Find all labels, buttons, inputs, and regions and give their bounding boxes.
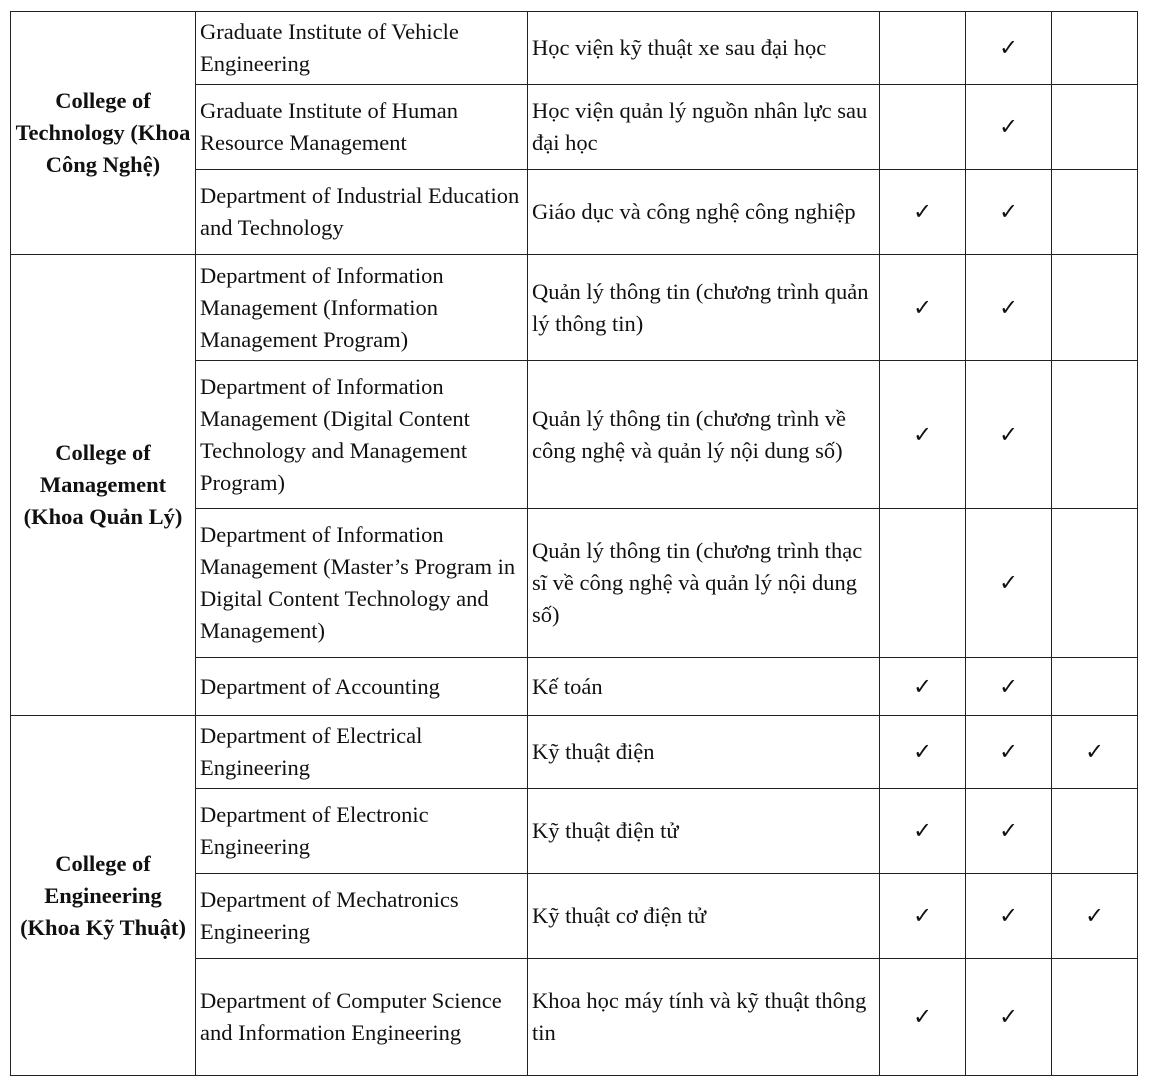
check-icon: ✓ — [913, 294, 932, 321]
check-cell — [880, 12, 966, 85]
department-name-vi: Quản lý thông tin (chương trình quản lý thông tin) — [528, 255, 880, 361]
check-icon: ✓ — [999, 421, 1018, 448]
check-cell — [880, 170, 966, 255]
check-cell — [966, 170, 1052, 255]
check-cell — [880, 658, 966, 716]
check-cell — [880, 959, 966, 1076]
department-name-en: Department of Information Management (Information Management Program) — [196, 255, 528, 361]
college-cell: College of Engineering (Khoa Kỹ Thuật) — [11, 716, 196, 1076]
department-name-vi: Kế toán — [528, 658, 880, 716]
check-cell — [880, 255, 966, 361]
check-cell — [880, 716, 966, 789]
department-name-vi: Quản lý thông tin (chương trình về công nghệ và quản lý nội dung số) — [528, 361, 880, 509]
department-name-en: Department of Industrial Education and Technology — [196, 170, 528, 255]
check-cell — [966, 658, 1052, 716]
check-cell — [966, 361, 1052, 509]
check-cell — [1052, 255, 1138, 361]
programs-table — [10, 11, 1138, 1076]
check-icon: ✓ — [999, 1004, 1018, 1030]
programs-table-body — [11, 12, 1138, 1076]
check-cell — [1052, 874, 1138, 959]
check-cell — [1052, 361, 1138, 509]
table-row — [11, 12, 1138, 85]
check-icon: ✓ — [999, 739, 1018, 765]
check-icon: ✓ — [913, 818, 932, 844]
department-name-vi: Học viện quản lý nguồn nhân lực sau đại học — [528, 85, 880, 170]
check-icon: ✓ — [913, 199, 932, 225]
department-name-vi: Khoa học máy tính và kỹ thuật thông tin — [528, 959, 880, 1076]
college-cell: College of Technology (Khoa Công Nghệ) — [11, 12, 196, 255]
check-icon: ✓ — [999, 818, 1018, 844]
check-cell — [966, 12, 1052, 85]
department-name-en: Department of Computer Science and Information Engineering — [196, 959, 528, 1076]
table-row — [11, 716, 1138, 789]
check-cell — [880, 361, 966, 509]
check-icon: ✓ — [913, 1004, 932, 1030]
check-icon: ✓ — [999, 199, 1018, 225]
check-cell — [1052, 509, 1138, 658]
check-cell — [880, 789, 966, 874]
department-name-vi: Kỹ thuật điện tử — [528, 789, 880, 874]
check-icon: ✓ — [913, 673, 932, 700]
check-icon: ✓ — [999, 294, 1018, 321]
department-name-en: Department of Mechatronics Engineering — [196, 874, 528, 959]
check-cell — [966, 789, 1052, 874]
department-name-vi: Kỹ thuật điện — [528, 716, 880, 789]
check-cell — [966, 509, 1052, 658]
check-cell — [966, 716, 1052, 789]
check-icon: ✓ — [1085, 739, 1104, 765]
department-name-vi: Học viện kỹ thuật xe sau đại học — [528, 12, 880, 85]
check-icon: ✓ — [913, 739, 932, 765]
check-cell — [1052, 170, 1138, 255]
check-icon: ✓ — [999, 903, 1018, 929]
check-icon: ✓ — [1085, 903, 1104, 929]
check-cell — [966, 85, 1052, 170]
check-cell — [1052, 658, 1138, 716]
department-name-en: Department of Electrical Engineering — [196, 716, 528, 789]
check-icon: ✓ — [913, 903, 932, 929]
check-cell — [880, 85, 966, 170]
check-icon: ✓ — [999, 114, 1018, 140]
department-name-vi: Giáo dục và công nghệ công nghiệp — [528, 170, 880, 255]
department-name-en: Graduate Institute of Vehicle Engineering — [196, 12, 528, 85]
check-icon: ✓ — [999, 35, 1018, 61]
table-row — [11, 255, 1138, 361]
department-name-en: Graduate Institute of Human Resource Management — [196, 85, 528, 170]
check-cell — [1052, 959, 1138, 1076]
check-cell — [880, 874, 966, 959]
check-cell — [1052, 716, 1138, 789]
college-cell: College of Management (Khoa Quản Lý) — [11, 255, 196, 716]
department-name-en: Department of Electronic Engineering — [196, 789, 528, 874]
check-cell — [966, 255, 1052, 361]
check-icon: ✓ — [999, 673, 1018, 700]
check-cell — [1052, 85, 1138, 170]
department-name-en: Department of Information Management (Digital Content Technology and Management Program) — [196, 361, 528, 509]
department-name-vi: Kỹ thuật cơ điện tử — [528, 874, 880, 959]
department-name-vi: Quản lý thông tin (chương trình thạc sĩ về công nghệ và quản lý nội dung số) — [528, 509, 880, 658]
check-icon: ✓ — [999, 570, 1018, 596]
check-cell — [966, 874, 1052, 959]
department-name-en: Department of Accounting — [196, 658, 528, 716]
check-cell — [1052, 789, 1138, 874]
check-cell — [966, 959, 1052, 1076]
check-icon: ✓ — [913, 421, 932, 448]
check-cell — [880, 509, 966, 658]
department-name-en: Department of Information Management (Master’s Program in Digital Content Technology and Management) — [196, 509, 528, 658]
check-cell — [1052, 12, 1138, 85]
